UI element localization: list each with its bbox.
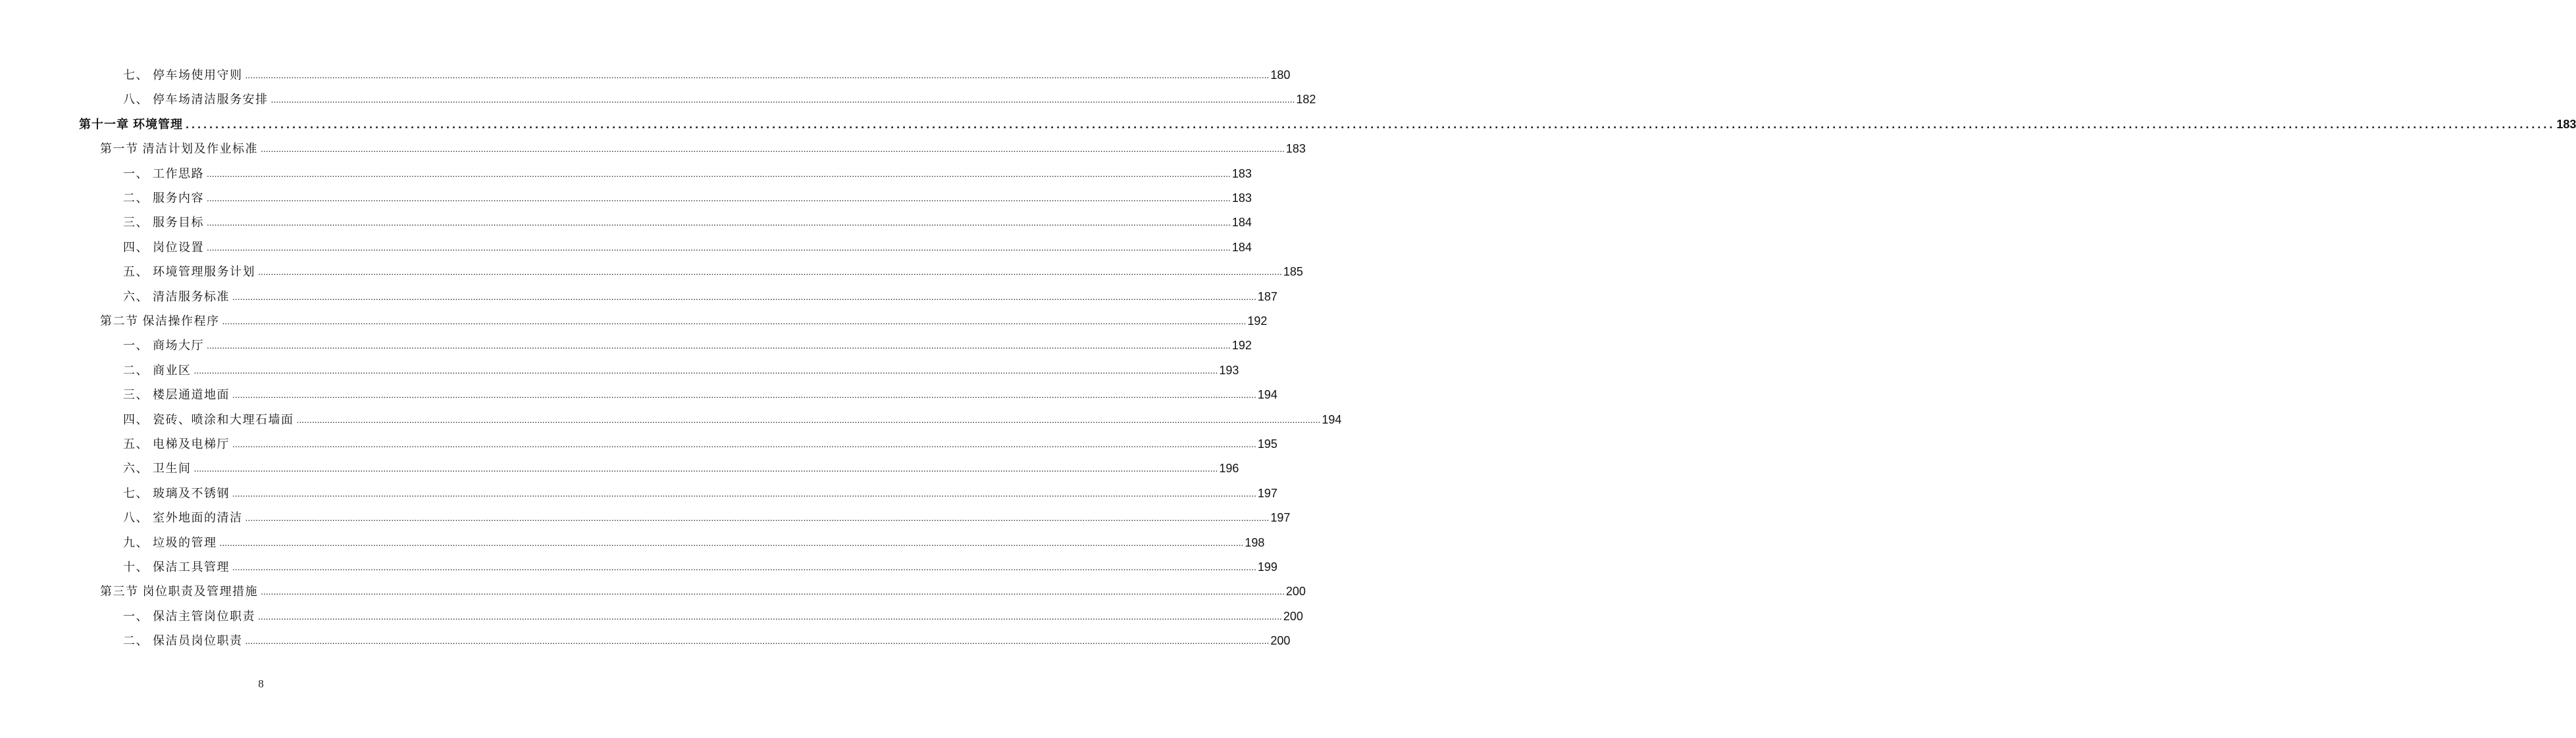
toc-entry-label [123, 91, 269, 109]
toc-entry-page: 195 [1257, 437, 1277, 451]
toc-dot-leader: ................................................................................................................................................................................................................................................................................................................................................................................................................ [258, 610, 1282, 622]
toc-entry-number: 五、 [123, 265, 149, 280]
toc-entry-title: 工作思路 [153, 166, 204, 181]
toc-entry-number: 六、 [123, 462, 149, 476]
toc-entry-number: 一、 [123, 609, 149, 624]
toc-dot-leader: ................................................................................................................................................................................................................................................................................................................................................................................................................ [207, 168, 1231, 179]
toc-entry-page: 198 [1245, 535, 1265, 549]
toc-entry-page: 192 [1247, 314, 1268, 328]
toc-entry-title: 服务目标 [153, 216, 204, 230]
toc-entry-item[interactable] [123, 459, 1239, 478]
toc-entry-page: 200 [1285, 585, 1306, 599]
toc-entry-title: 商业区 [153, 363, 192, 378]
toc-dot-leader: ................................................................................................................................................................................................................................................................................................................................................................................................................ [261, 143, 1285, 155]
toc-entry-number: 七、 [123, 486, 149, 501]
toc-entry-label [123, 263, 255, 282]
toc-entry-label [123, 288, 230, 307]
toc-entry-item[interactable] [123, 90, 1316, 109]
toc-entry-item[interactable] [123, 262, 1303, 281]
toc-entry-title: 停车场使用守则 [153, 68, 243, 82]
toc-entry-number: 第十一章 [79, 117, 129, 132]
toc-entry-number: 二、 [123, 634, 149, 649]
toc-entry-title: 清洁计划及作业标准 [142, 142, 258, 157]
toc-dot-leader: ................................................................................................................................................................................................................................................................................................................................................................................................................ [232, 291, 1256, 302]
toc-entry-title: 室外地面的清洁 [153, 511, 243, 526]
toc-entry-item[interactable] [123, 631, 1291, 650]
toc-entry-page: 197 [1257, 486, 1277, 500]
toc-entry-number: 二、 [123, 191, 149, 205]
toc-entry-number: 二、 [123, 363, 149, 378]
toc-entry-page: 183 [1231, 166, 1252, 180]
toc-entry-number: 十、 [123, 560, 149, 574]
toc-entry-label [123, 608, 255, 626]
toc-dot-leader: ................................................................................................................................................................................................................................................................................................................................................................................................................ [207, 340, 1231, 351]
toc-entry-item[interactable] [123, 508, 1291, 527]
toc-entry-label [123, 558, 230, 577]
toc-entry-label [123, 460, 192, 478]
toc-entry-label [123, 386, 230, 405]
toc-entry-chapter[interactable] [79, 115, 2576, 134]
toc-entry-title: 岗位职责及管理措施 [142, 585, 258, 599]
toc-entry-label [123, 337, 204, 355]
toc-entry-title: 停车场清洁服务安排 [153, 93, 269, 107]
toc-entry-item[interactable] [123, 385, 1277, 404]
toc-entry-page: 197 [1270, 511, 1291, 525]
toc-dot-leader: ................................................................................................................................................................................................................................................................................................................................................................................................................ [186, 117, 2556, 131]
toc-entry-number: 八、 [123, 511, 149, 526]
toc-dot-leader: ................................................................................................................................................................................................................................................................................................................................................................................................................ [232, 389, 1256, 401]
toc-entry-number: 五、 [123, 437, 149, 451]
toc-dot-leader: ................................................................................................................................................................................................................................................................................................................................................................................................................ [207, 193, 1231, 203]
toc-entry-item[interactable] [123, 287, 1277, 306]
toc-entry-item[interactable] [123, 607, 1303, 626]
toc-entry-page: 200 [1270, 634, 1291, 648]
toc-dot-leader: ................................................................................................................................................................................................................................................................................................................................................................................................................ [245, 70, 1270, 80]
toc-entry-label [123, 239, 204, 257]
toc-dot-leader: ................................................................................................................................................................................................................................................................................................................................................................................................................ [270, 94, 1295, 105]
toc-entry-label [123, 534, 217, 553]
toc-dot-leader: ................................................................................................................................................................................................................................................................................................................................................................................................................ [207, 217, 1231, 228]
toc-entry-title: 保洁员岗位职责 [153, 634, 243, 649]
toc-entry-item[interactable] [123, 238, 1252, 257]
toc-entry-page: 184 [1231, 240, 1252, 254]
toc-entry-page: 194 [1257, 388, 1277, 402]
toc-entry-item[interactable] [123, 435, 1277, 453]
toc-dot-leader: ................................................................................................................................................................................................................................................................................................................................................................................................................ [222, 316, 1247, 326]
toc-entry-number: 第二节 [100, 314, 139, 328]
toc-entry-number: 六、 [123, 289, 149, 304]
toc-entry-page: 182 [1296, 93, 1316, 107]
toc-entry-item[interactable] [123, 533, 1265, 552]
toc-dot-leader: ................................................................................................................................................................................................................................................................................................................................................................................................................ [258, 266, 1282, 278]
toc-entry-label [123, 411, 294, 430]
toc-entry-label [123, 509, 243, 528]
toc-entry-title: 清洁服务标准 [153, 289, 230, 304]
toc-dot-leader: ................................................................................................................................................................................................................................................................................................................................................................................................................ [193, 364, 1218, 376]
toc-entry-page: 184 [1231, 216, 1252, 230]
toc-entry-item[interactable] [123, 410, 1342, 429]
toc-entry-item[interactable] [123, 558, 1277, 576]
toc-entry-section[interactable] [100, 582, 1306, 601]
toc-dot-leader: ................................................................................................................................................................................................................................................................................................................................................................................................................ [245, 512, 1270, 524]
toc-dot-leader: ................................................................................................................................................................................................................................................................................................................................................................................................................ [261, 586, 1285, 597]
toc-entry-page: 192 [1231, 339, 1252, 353]
toc-entry-number: 七、 [123, 68, 149, 82]
toc-entry-item[interactable] [123, 66, 1291, 84]
toc-dot-leader: ................................................................................................................................................................................................................................................................................................................................................................................................................ [207, 241, 1231, 253]
toc-entry-number: 第一节 [100, 142, 139, 157]
toc-entry-title: 服务内容 [153, 191, 204, 205]
toc-entry-item[interactable] [123, 336, 1252, 355]
toc-entry-item[interactable] [123, 164, 1252, 183]
toc-entry-item[interactable] [123, 189, 1252, 207]
toc-entry-title: 保洁操作程序 [142, 314, 220, 328]
toc-entry-item[interactable] [123, 361, 1239, 380]
toc-dot-leader: ................................................................................................................................................................................................................................................................................................................................................................................................................ [245, 635, 1270, 647]
toc-entry-page: 187 [1257, 289, 1277, 303]
toc-entry-label [123, 435, 230, 454]
toc-dot-leader: ................................................................................................................................................................................................................................................................................................................................................................................................................ [232, 562, 1256, 572]
toc-entry-title: 岗位设置 [153, 240, 204, 255]
toc-entry-label [123, 362, 192, 380]
toc-entry-label [100, 312, 220, 331]
toc-entry-title: 保洁主管岗位职责 [153, 609, 255, 624]
toc-entry-page: 199 [1257, 560, 1277, 574]
toc-entry-section[interactable] [100, 312, 1268, 330]
toc-entry-number: 三、 [123, 388, 149, 403]
toc-dot-leader: ................................................................................................................................................................................................................................................................................................................................................................................................................ [219, 537, 1244, 548]
toc-entry-page: 183 [1285, 142, 1306, 156]
toc-entry-label [123, 485, 230, 503]
toc-entry-section[interactable] [100, 139, 1306, 158]
toc-dot-leader: ................................................................................................................................................................................................................................................................................................................................................................................................................ [232, 439, 1256, 449]
toc-entry-number: 九、 [123, 535, 149, 550]
toc-entry-number: 一、 [123, 166, 149, 181]
page-number: 8 [258, 677, 264, 690]
toc-entry-page: 193 [1219, 363, 1239, 377]
toc-entry-title: 卫生间 [153, 462, 192, 476]
toc-entry-title: 电梯及电梯厅 [153, 437, 230, 451]
toc-entry-label [123, 189, 204, 208]
toc-entry-title: 垃圾的管理 [153, 535, 217, 550]
toc-entry-label [100, 583, 258, 601]
toc-entry-page: 185 [1283, 265, 1303, 279]
toc-entry-label [123, 214, 204, 232]
toc-entry-page: 196 [1219, 462, 1239, 476]
toc-entry-page: 183 [2556, 117, 2576, 131]
toc-entry-page: 200 [1283, 609, 1303, 623]
toc-entry-number: 四、 [123, 412, 149, 427]
toc-dot-leader: ................................................................................................................................................................................................................................................................................................................................................................................................................ [232, 487, 1256, 499]
toc-entry-title: 环境管理服务计划 [153, 265, 255, 280]
toc-dot-leader: ................................................................................................................................................................................................................................................................................................................................................................................................................ [296, 414, 1321, 425]
toc-entry-label [123, 632, 243, 651]
toc-entry-item[interactable] [123, 484, 1277, 503]
toc-entry-page: 194 [1322, 412, 1342, 426]
toc-entry-number: 第三节 [100, 585, 139, 599]
toc-entry-number: 一、 [123, 339, 149, 353]
toc-entry-label [100, 140, 258, 159]
toc-entry-title: 保洁工具管理 [153, 560, 230, 574]
toc-entry-number: 三、 [123, 216, 149, 230]
toc-entry-page: 180 [1270, 68, 1291, 82]
toc-entry-number: 八、 [123, 93, 149, 107]
toc-entry-title: 玻璃及不锈钢 [153, 486, 230, 501]
toc-entry-label [123, 66, 243, 85]
toc-entry-item[interactable] [123, 213, 1252, 232]
toc-entry-number: 四、 [123, 240, 149, 255]
toc-entry-title: 瓷砖、喷涂和大理石墙面 [153, 412, 294, 427]
toc-dot-leader: ................................................................................................................................................................................................................................................................................................................................................................................................................ [193, 463, 1218, 474]
toc-entry-page: 183 [1231, 191, 1252, 205]
toc-entry-title: 楼层通道地面 [153, 388, 230, 403]
toc-entry-title: 环境管理 [133, 117, 183, 132]
toc-entry-label [79, 116, 183, 134]
toc-entry-label [123, 165, 204, 184]
toc-entry-title: 商场大厅 [153, 339, 204, 353]
